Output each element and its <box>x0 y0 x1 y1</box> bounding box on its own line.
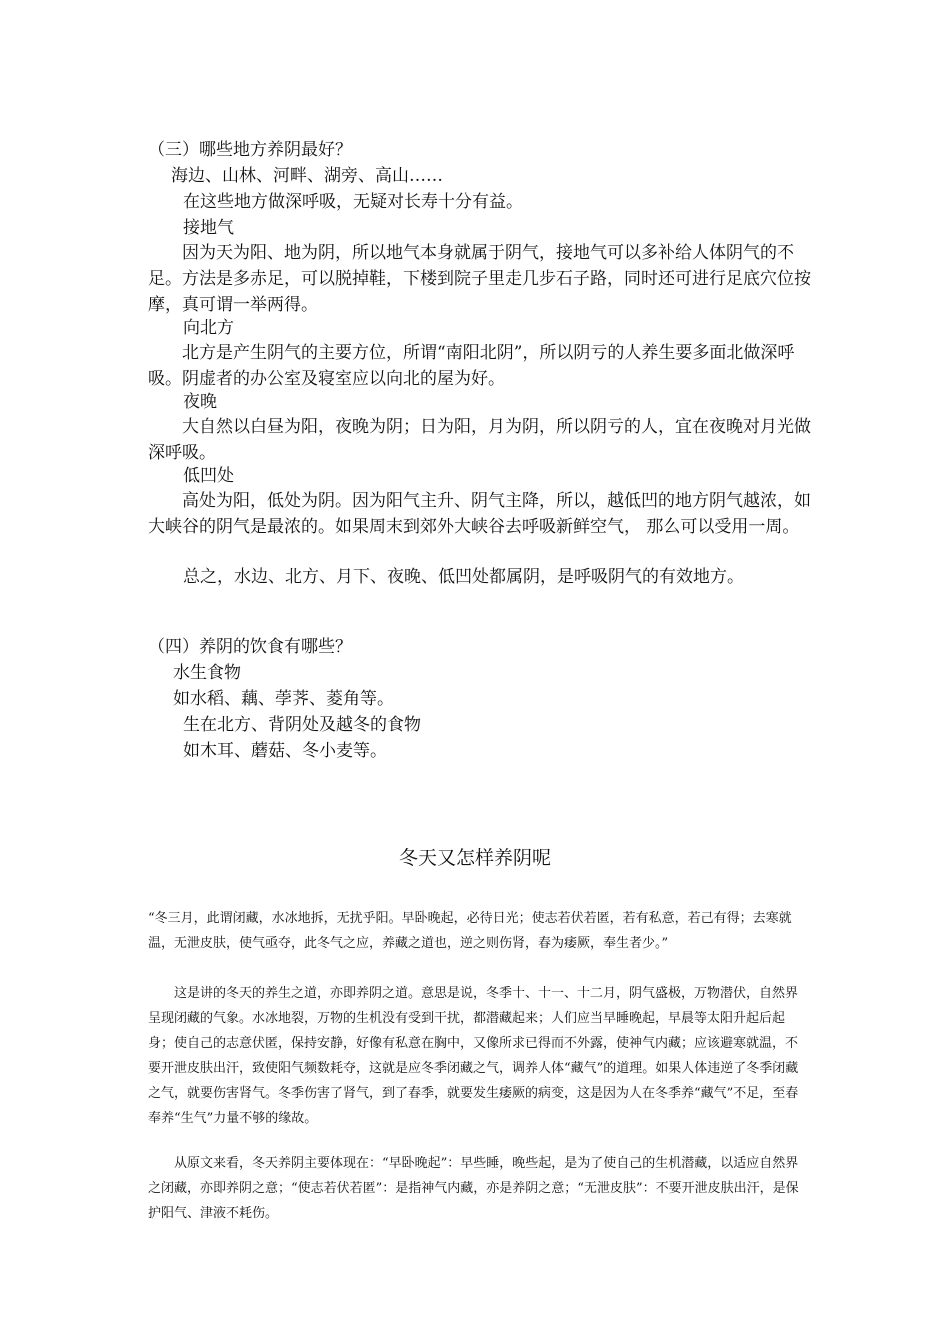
section3-places: 海边、山林、河畔、湖旁、高山…… <box>171 166 443 186</box>
item-title-diaochu: 低凹处 <box>183 466 234 486</box>
item-title-jiediqi: 接地气 <box>183 218 234 238</box>
item-title-yewan: 夜晚 <box>183 392 217 412</box>
section4-line: 水生食物 <box>173 663 241 683</box>
winter-para-2: 从原文来看，冬天养阴主要体现在：“早卧晚起”：早些睡，晚些起，是为了使自己的生机潜藏，以适应自然界之闭藏，亦即养阴之意；“使志若伏若匿”：是指神气内藏，亦是养阴之意；“无泄皮肤”：不要开泄皮肤出汗，是保护阳气、津液不耗伤。 <box>148 1156 799 1221</box>
item-text-xiangbeifang: 北方是产生阴气的主要方位，所谓“南阳北阴”，所以阴亏的人养生要多面北做深呼吸。阴虚者的办公室及寝室应以向北的屋为好。 <box>148 343 795 389</box>
section4-heading: （四）养阴的饮食有哪些？ <box>148 637 352 657</box>
section4-line: 如木耳、蘑菇、冬小麦等。 <box>183 741 387 761</box>
item-text-jiediqi: 因为天为阳、地为阴，所以地气本身就属于阴气，接地气可以多补给人体阴气的不足。方法是多赤足，可以脱掉鞋，下楼到院子里走几步石子路，同时还可进行足底穴位按摩，真可谓一举两得。 <box>148 243 811 315</box>
section3-heading: （三）哪些地方养阴最好？ <box>148 140 352 160</box>
section3-summary: 总之，水边、北方、月下、夜晚、低凹处都属阴，是呼吸阴气的有效地方。 <box>183 567 744 587</box>
item-title-xiangbeifang: 向北方 <box>183 318 234 338</box>
winter-title: 冬天又怎样养阴呢 <box>398 847 551 869</box>
winter-para-1: 这是讲的冬天的养生之道，亦即养阴之道。意思是说，冬季十、十一、十二月，阴气盛极，万物潜伏，自然界呈现闭藏的气象。水冰地裂，万物的生机没有受到干扰，都潜藏起来；人们应当早睡晚起，早晨等太阳升起后起身；使自己的志意伏匿，保持安静，好像有私意在胸中，又像所求已得而不外露，使神气内藏；应该避寒就温，不要开泄皮肤出汗，致使阳气频数耗夺，这就是应冬季闭藏之气，调养人体“藏气”的道理。如果人体违逆了冬季闭藏之气，就要伤害肾气。冬季伤害了肾气，到了春季，就要发生痿厥的病变，这是因为人在冬季养“藏气”不足，至春奉养“生气”力量不够的缘故。 <box>148 986 799 1126</box>
section4-line: 生在北方、背阴处及越冬的食物 <box>183 715 421 735</box>
section4-line: 如水稻、藕、荸荠、菱角等。 <box>173 689 394 709</box>
winter-quote: “冬三月，此谓闭藏，水冰地拆，无扰乎阳。早卧晚起，必待日光；使志若伏若匿，若有私意，若己有得；去寒就温，无泄皮肤，使气亟夺，此冬气之应，养藏之道也，逆之则伤肾，春为痿厥，奉生者少。” <box>148 911 792 951</box>
item-text-diaochu: 高处为阳，低处为阴。因为阳气主升、阴气主降，所以，越低凹的地方阴气越浓，如大峡谷的阴气是最浓的。如果周末到郊外大峡谷去呼吸新鲜空气， 那么可以受用一周。 <box>148 491 811 537</box>
section3-places-note: 在这些地方做深呼吸，无疑对长寿十分有益。 <box>183 192 523 212</box>
item-text-yewan: 大自然以白昼为阳，夜晚为阴；日为阳，月为阴，所以阴亏的人，宜在夜晚对月光做深呼吸。 <box>148 417 811 463</box>
